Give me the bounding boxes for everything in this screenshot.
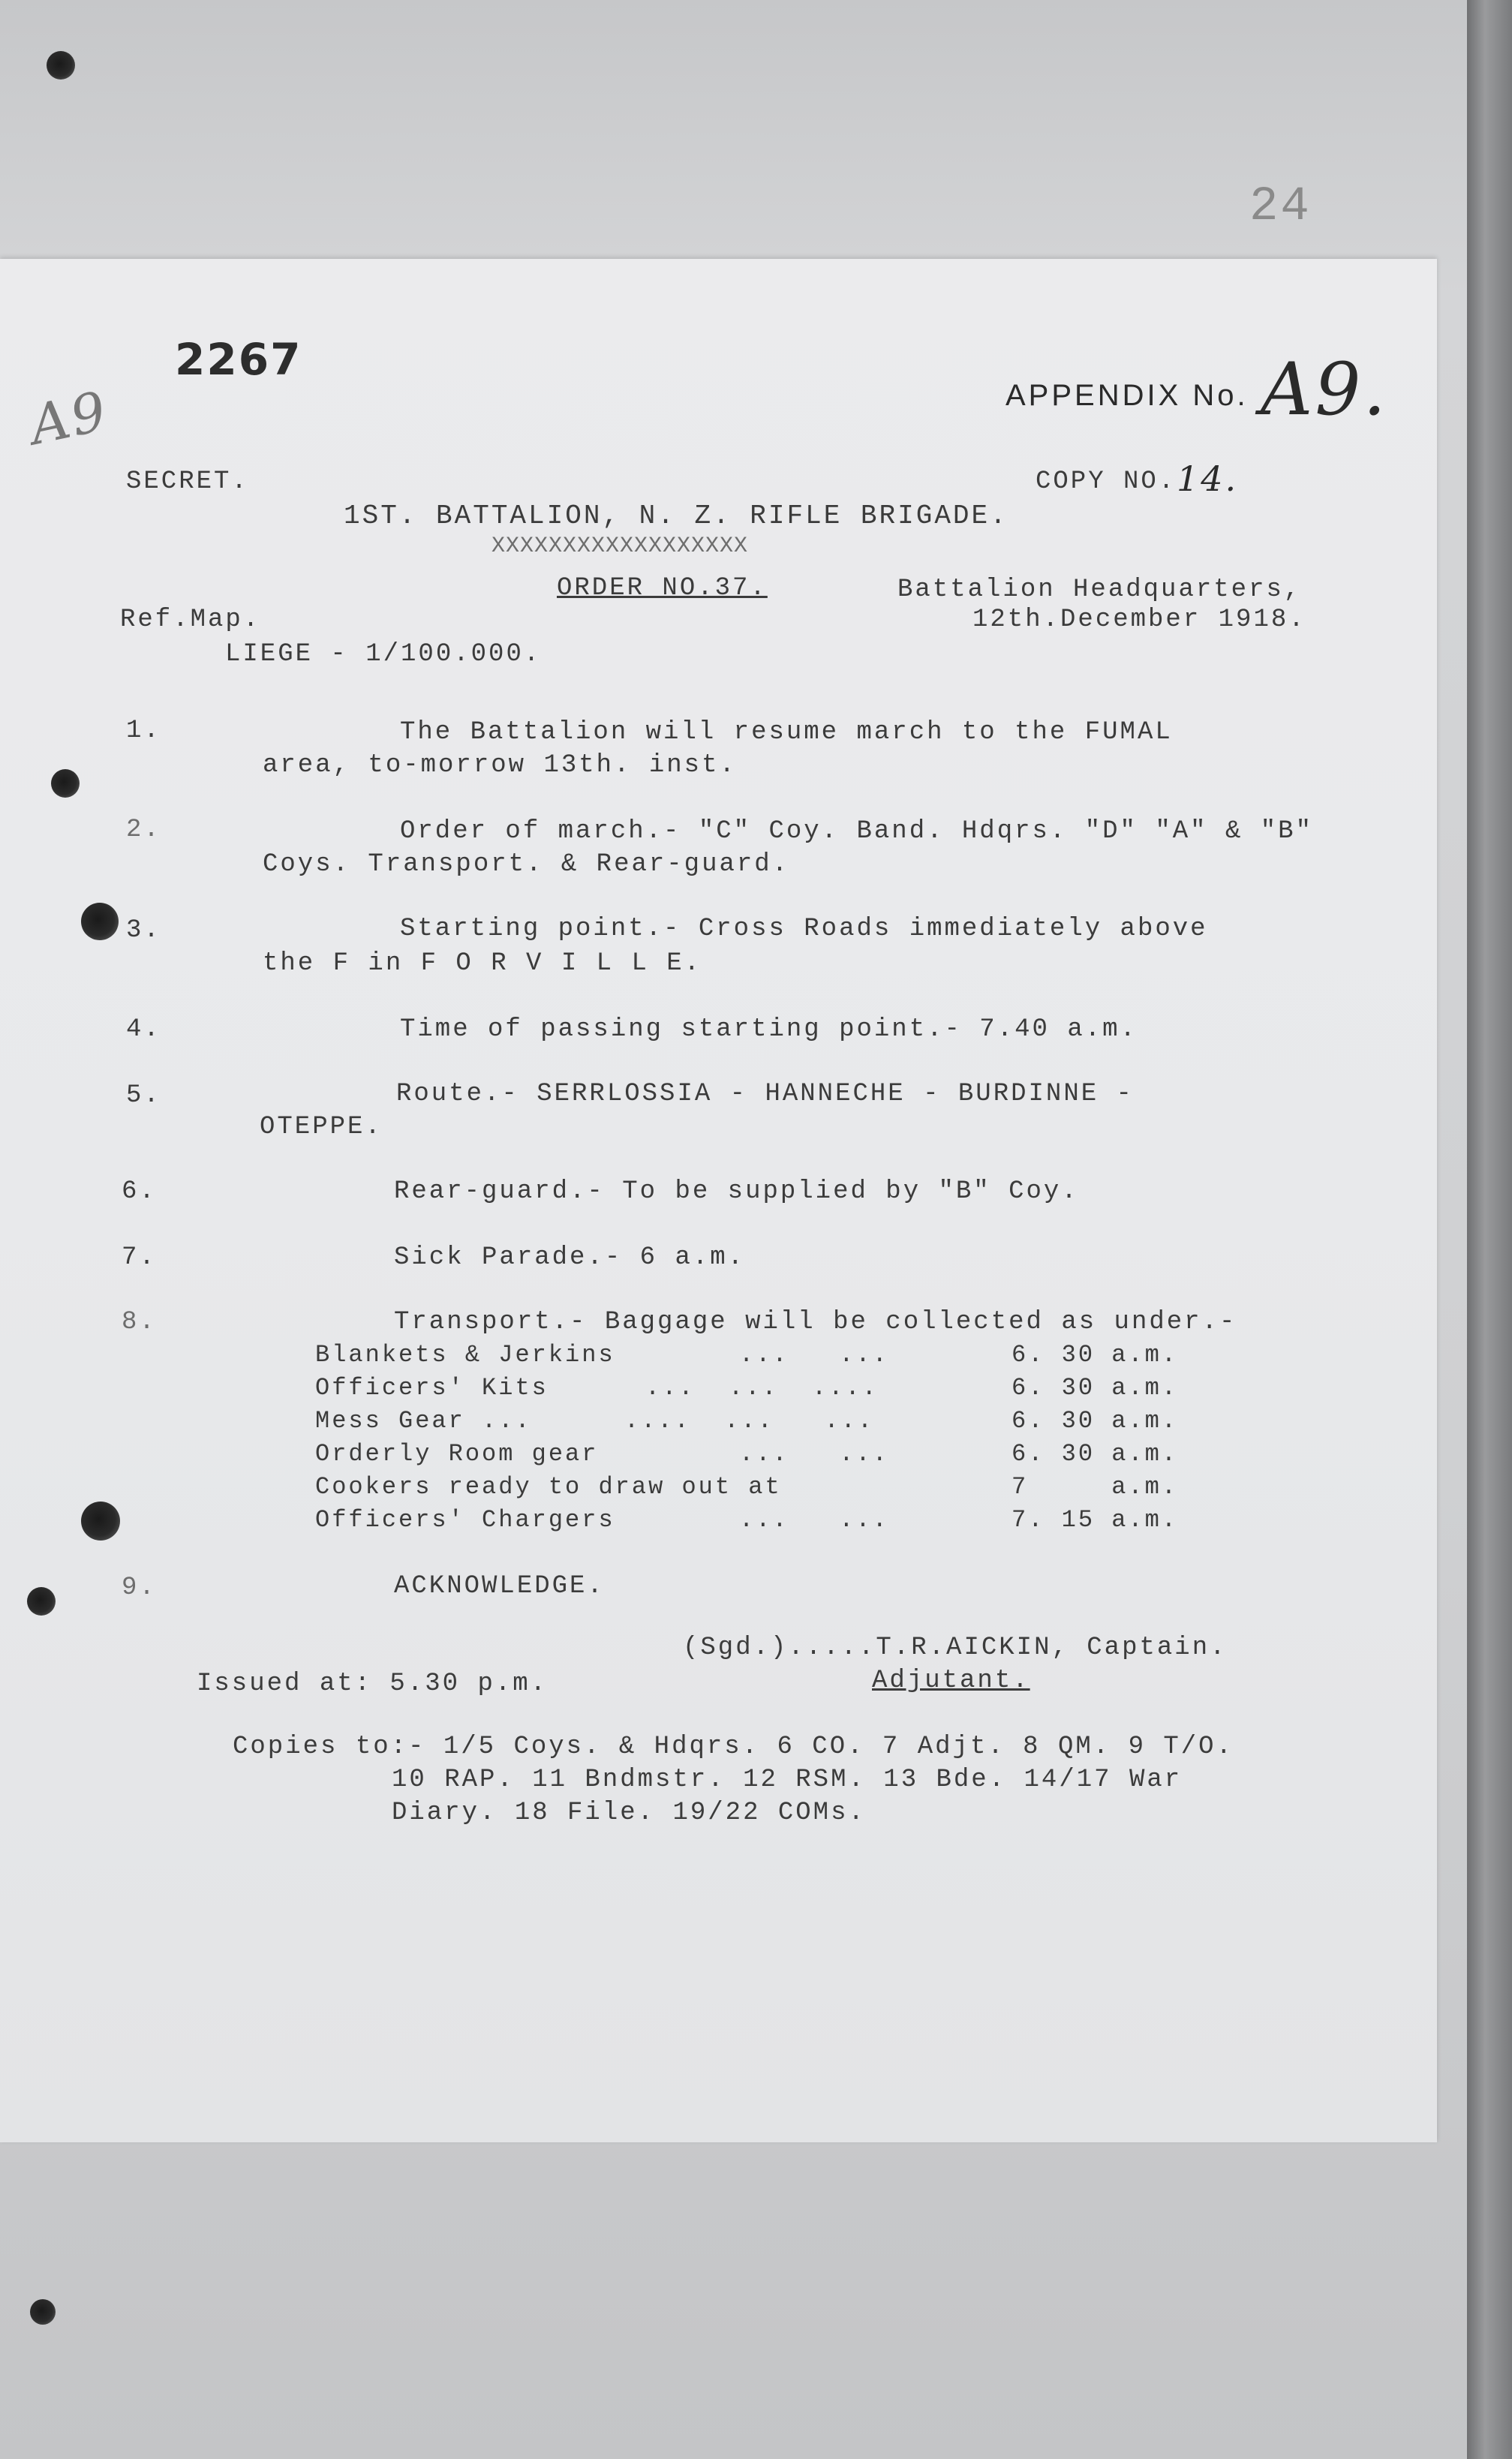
punch-hole (30, 2299, 56, 2325)
reference-map-label: Ref.Map. (120, 606, 261, 634)
paragraph-text-cont: Coys. Transport. & Rear-guard. (263, 850, 790, 879)
schedule-time: 6. 30 a.m. (1012, 1374, 1179, 1402)
struck-out-line: XXXXXXXXXXXXXXXXXX (491, 534, 749, 559)
appendix-value: A9. (1261, 347, 1388, 431)
schedule-item: Officers' Chargers (315, 1506, 615, 1534)
margin-handwritten-note: A9 (24, 379, 114, 457)
paragraph-text: Time of passing starting point.- 7.40 a.m. (400, 1015, 1138, 1044)
copy-number-value: 14. (1177, 458, 1239, 499)
signature-line: (Sgd.).....T.R.AICKIN, Captain. (683, 1634, 1228, 1662)
document-stamp-number: 2267 (175, 334, 302, 385)
schedule-item: Officers' Kits (315, 1374, 549, 1402)
paragraph-text-cont: the F in F O R V I L L E. (263, 949, 702, 978)
distribution-line: Diary. 18 File. 19/22 COMs. (392, 1799, 866, 1827)
paragraph-number: 3. (126, 916, 161, 945)
schedule-time: 6. 30 a.m. (1012, 1341, 1179, 1369)
schedule-item: Blankets & Jerkins (315, 1341, 615, 1369)
punch-hole (81, 903, 119, 940)
signatory-title: Adjutant. (872, 1667, 1030, 1695)
security-classification: SECRET. (126, 467, 249, 496)
schedule-item: Mess Gear ... (315, 1407, 532, 1435)
paragraph-text: Order of march.- "C" Coy. Band. Hdqrs. "D" "A" & "B" (400, 817, 1313, 846)
paragraph-number: 2. (126, 816, 161, 844)
schedule-item: Cookers ready to draw out at (315, 1473, 782, 1501)
battalion-title: 1ST. BATTALION, N. Z. RIFLE BRIGADE. (344, 501, 1009, 531)
distribution-line: 10 RAP. 11 Bndmstr. 12 RSM. 13 Bde. 14/17 War (392, 1766, 1183, 1794)
schedule-time: 7. 15 a.m. (1012, 1506, 1179, 1534)
schedule-dots: ... ... (739, 1440, 889, 1468)
order-number: ORDER NO.37. (557, 574, 768, 603)
paragraph-number: 9. (122, 1574, 157, 1602)
paragraph-text: The Battalion will resume march to the FUMAL (400, 718, 1173, 747)
reference-map-sheet: LIEGE - 1/100.000. (225, 640, 542, 669)
appendix-label: APPENDIX No. (1005, 379, 1249, 412)
issued-at: Issued at: 5.30 p.m. (197, 1670, 549, 1698)
punch-hole (81, 1502, 120, 1541)
paragraph-text: Rear-guard.- To be supplied by "B" Coy. (394, 1177, 1079, 1206)
schedule-dots: ... ... (739, 1341, 889, 1369)
order-date: 12th.December 1918. (972, 606, 1306, 634)
schedule-time: 7 a.m. (1012, 1473, 1179, 1501)
paragraph-number: 6. (122, 1177, 157, 1206)
document-page (0, 259, 1437, 2142)
copy-number-label: COPY NO. (1036, 467, 1177, 496)
distribution-line: Copies to:- 1/5 Coys. & Hdqrs. 6 CO. 7 Adjt. 8 QM. 9 T/O. (233, 1733, 1234, 1761)
punch-hole (27, 1587, 56, 1616)
paragraph-text-cont: OTEPPE. (260, 1113, 383, 1141)
paragraph-text: Route.- SERRLOSSIA - HANNECHE - BURDINNE - (396, 1080, 1134, 1108)
paragraph-text: Sick Parade.- 6 a.m. (394, 1243, 746, 1272)
paragraph-number: 1. (126, 717, 161, 745)
schedule-dots: ... ... .... (645, 1374, 879, 1402)
schedule-dots: ... ... (739, 1506, 889, 1534)
paragraph-number: 7. (122, 1243, 157, 1272)
schedule-time: 6. 30 a.m. (1012, 1440, 1179, 1468)
paragraph-number: 5. (126, 1081, 161, 1110)
punch-hole (47, 51, 75, 80)
headquarters-line: Battalion Headquarters, (897, 576, 1302, 604)
paragraph-number: 4. (126, 1015, 161, 1044)
paragraph-text: Starting point.- Cross Roads immediately above (400, 915, 1208, 943)
schedule-dots: .... ... ... (624, 1407, 875, 1435)
paragraph-number: 8. (122, 1308, 157, 1336)
paragraph-text: Transport.- Baggage will be collected as under.- (394, 1308, 1237, 1336)
punch-hole (51, 769, 80, 798)
pencil-folio-number: 24 (1249, 180, 1312, 234)
paragraph-text-cont: area, to-morrow 13th. inst. (263, 751, 737, 780)
paragraph-text: ACKNOWLEDGE. (394, 1572, 605, 1601)
schedule-item: Orderly Room gear (315, 1440, 599, 1468)
binder-edge (1467, 0, 1512, 2459)
schedule-time: 6. 30 a.m. (1012, 1407, 1179, 1435)
